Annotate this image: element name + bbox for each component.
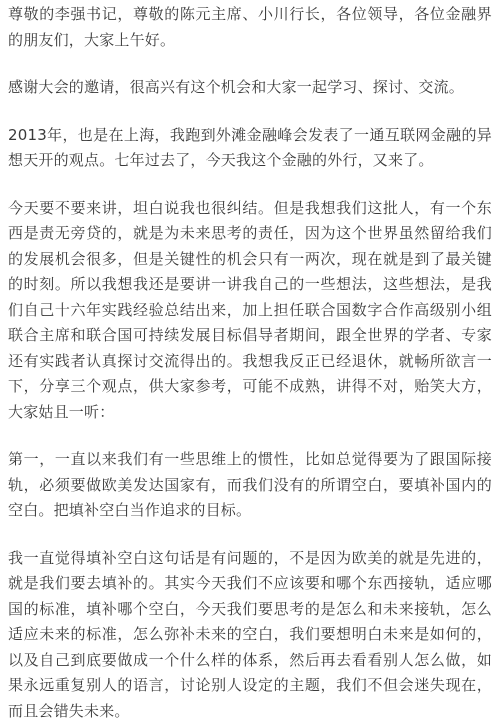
paragraph-greeting: 尊敬的李强书记，尊敬的陈元主席、小川行长，各位领导，各位金融界的朋友们，大家上午好。 bbox=[8, 2, 492, 53]
paragraph-thanks: 感谢大会的邀请，很高兴有这个机会和大家一起学习、探讨、交流。 bbox=[8, 75, 492, 101]
paragraph-2013: 2013年，也是在上海，我跑到外滩金融峰会发表了一通互联网金融的异想天开的观点。七年过去了，今天我这个金融的外行，又来了。 bbox=[8, 123, 492, 174]
paragraph-point-one: 第一，一直以来我们有一些思维上的惯性，比如总觉得要为了跟国际接轨，必须要做欧美发达国家有，而我们没有的所谓空白，要填补国内的空白。把填补空白当作追求的目标。 bbox=[8, 447, 492, 524]
paragraph-fill-gap: 我一直觉得填补空白这句话是有问题的，不是因为欧美的就是先进的，就是我们要去填补的。其实今天我们不应该要和哪个东西接轨，适应哪国的标准，填补哪个空白，今天我们要思考的是怎么和未来接轨，怎么适应未来的标准，怎么弥补未来的空白，我们要想明白未来是如何的，以及自己到底要做成一个什么样的体系，然后再去看看别人怎么做，如果永远重复别人的语言，讨论别人设定的主题，我们不但会迷失现在，而且会错失未来。 bbox=[8, 546, 492, 724]
paragraph-responsibility: 今天要不要来讲，坦白说我也很纠结。但是我想我们这批人，有一个东西是责无旁贷的，就是为未来思考的责任，因为这个世界虽然留给我们的发展机会很多，但是关键性的机会只有一两次，现在就是到了最关键的时刻。所以我想我还是要讲一讲我自己的一些想法，这些想法，是我们自己十六年实践经验总结出来，加上担任联合国数字合作高级别小组联合主席和联合国可持续发展目标倡导者期间，跟全世界的学者、专家还有实践者认真探讨交流得出的。我想我反正已经退休，就畅所欲言一下，分享三个观点，供大家参考，可能不成熟，讲得不对，贻笑大方，大家姑且一听： bbox=[8, 196, 492, 426]
